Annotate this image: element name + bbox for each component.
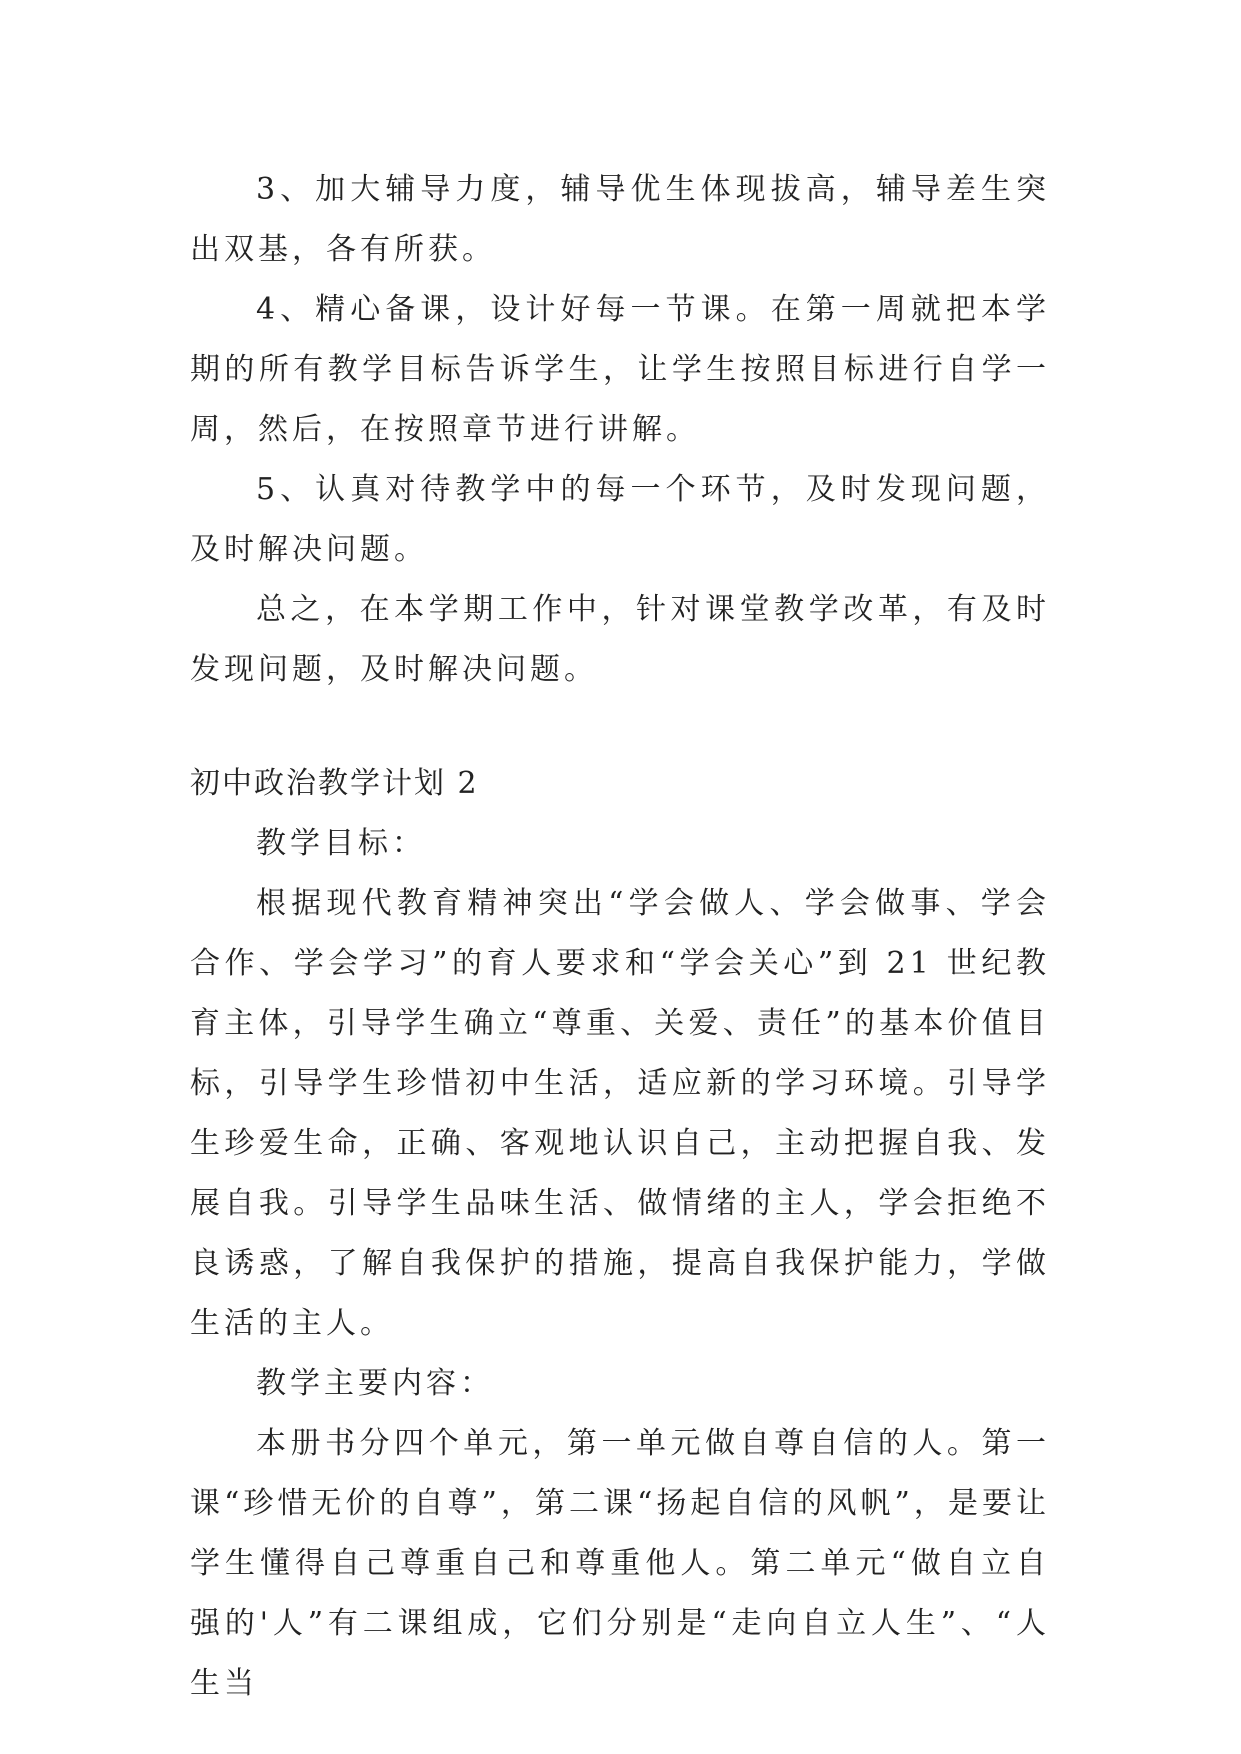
- paragraph-item-5: 5、认真对待教学中的每一个环节，及时发现问题，及时解决问题。: [190, 472, 1050, 567]
- paragraph-item-4: 4、精心备课，设计好每一节课。在第一周就把本学期的所有教学目标告诉学生，让学生按照目标进行自学一周，然后，在按照章节进行讲解。: [190, 292, 1050, 447]
- goal-heading: 教学目标：: [256, 826, 426, 861]
- document-page: [190, 160, 1050, 1714]
- content-paragraph: 本册书分四个单元，第一单元做自尊自信的人。第一课“珍惜无价的自尊”，第二课“扬起自信的风帆”，是要让学生懂得自己尊重自己和尊重他人。第二单元“做自立自强的'人”有二课组成，它们分别是“走向自立人生”、“人生当: [190, 1426, 1050, 1701]
- goal-paragraph: 根据现代教育精神突出“学会做人、学会做事、学会合作、学会学习”的育人要求和“学会关心”到 21 世纪教育主体，引导学生确立“尊重、关爱、责任”的基本价值目标，引导学生珍惜初中生活，适应新的学习环境。引导学生珍爱生命，正确、客观地认识自己，主动把握自我、发展自我。引导学生品味生活、做情绪的主人，学会拒绝不良诱惑，了解自我保护的措施，提高自我保护能力，学做生活的主人。: [190, 886, 1050, 1341]
- section-title: 初中政治教学计划 2: [190, 766, 479, 801]
- paragraph-item-3: 3、加大辅导力度，辅导优生体现拔高，辅导差生突出双基，各有所获。: [190, 172, 1050, 267]
- paragraph-summary: 总之，在本学期工作中，针对课堂教学改革，有及时发现问题，及时解决问题。: [190, 592, 1050, 687]
- content-heading: 教学主要内容：: [256, 1366, 494, 1401]
